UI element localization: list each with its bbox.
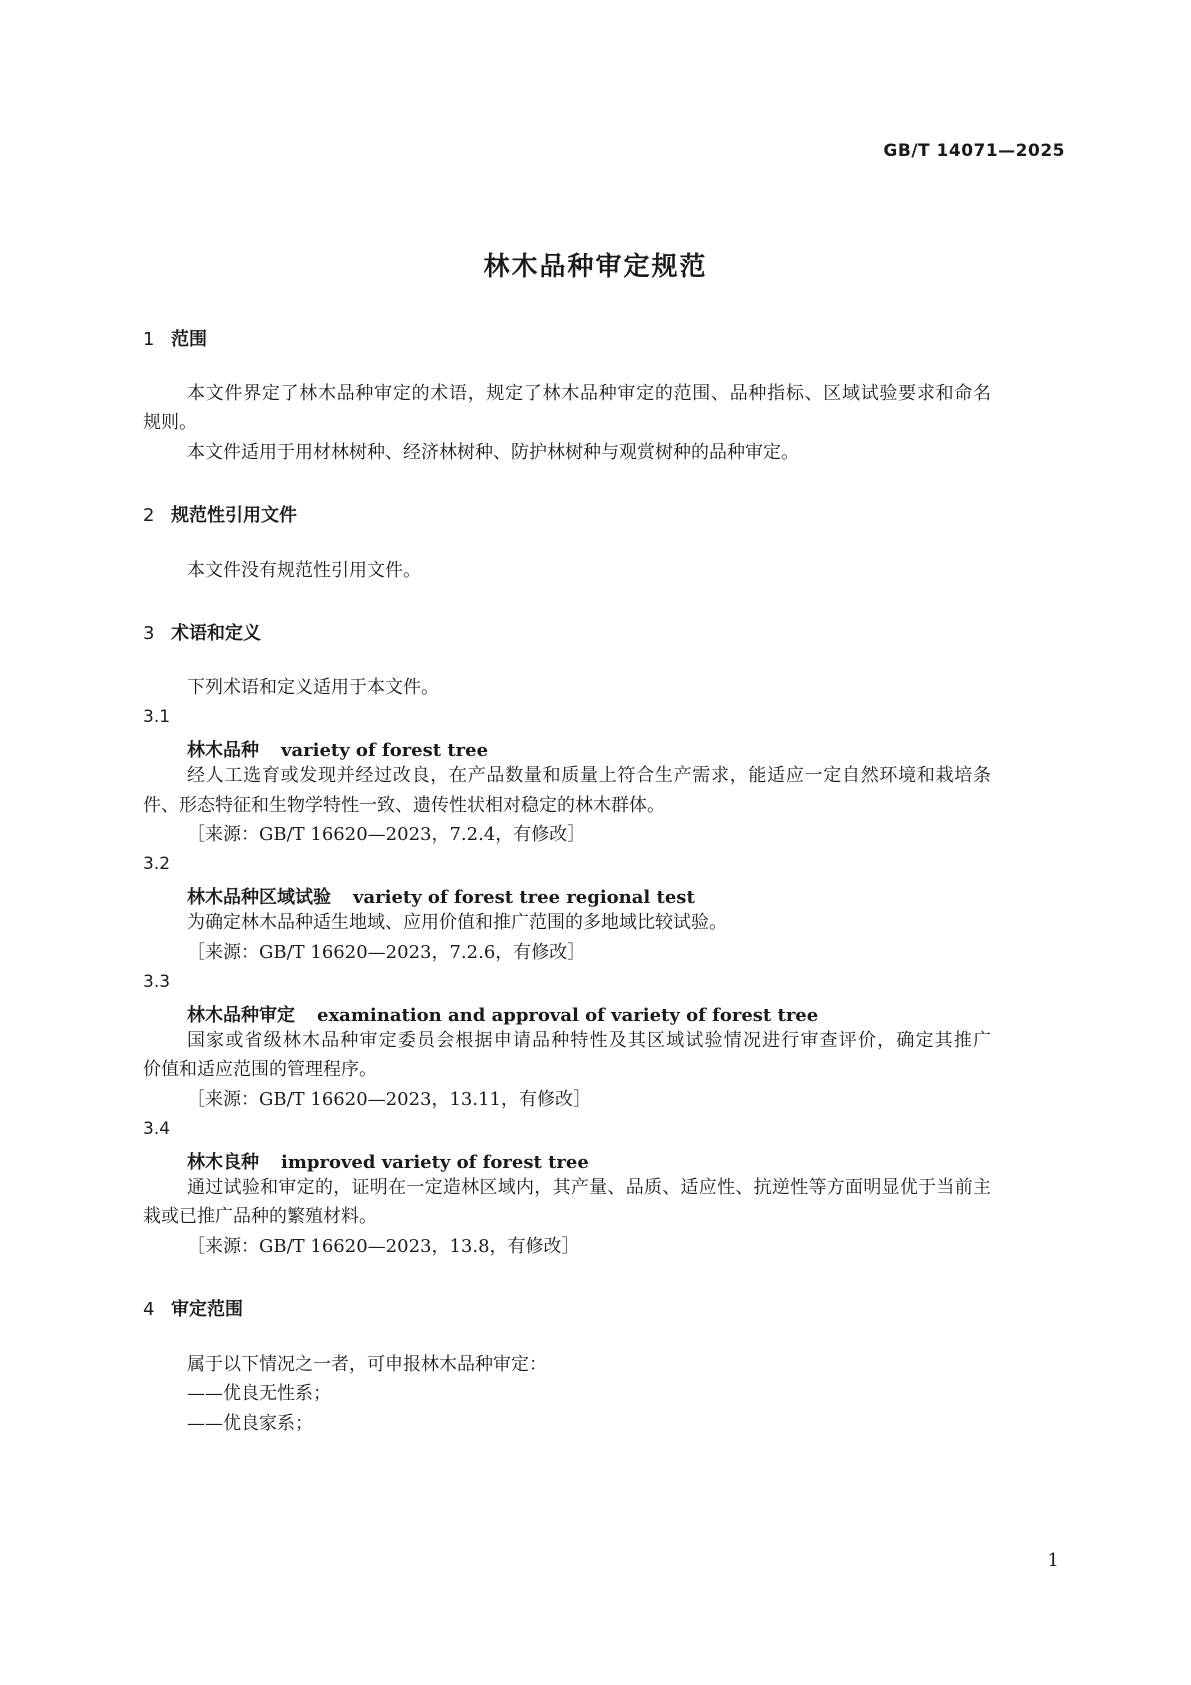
term-definition-line-2: 栽或已推广品种的繁殖材料。 [143,1206,377,1227]
list-item: ——优良家系； [187,1413,313,1434]
section-1-heading [143,325,207,351]
term-name-en: variety of forest tree regional test [353,887,695,908]
term-number: 3.2 [143,854,171,874]
term-name [187,883,695,909]
term-name-zh: 林木品种区域试验 [187,887,331,908]
term-definition-line-1: 为确定林木品种适生地域、应用价值和推广范围的多地域比较试验。 [187,912,727,933]
section-2-heading [143,501,297,527]
list-item: ——优良无性系； [187,1383,331,1404]
term-name [187,1001,818,1027]
page-number: 1 [1047,1550,1059,1571]
section-1-paragraph-2: 本文件适用于用材林树种、经济林树种、防护林树种与观赏树种的品种审定。 [187,442,799,463]
term-number: 3.4 [143,1119,171,1139]
section-3-intro: 下列术语和定义适用于本文件。 [187,677,439,698]
section-1-paragraph-1-line-2: 规则。 [143,412,197,433]
section-2-paragraph: 本文件没有规范性引用文件。 [187,560,421,581]
term-source: ［来源：GB/T 16620—2023，13.11，有修改］ [187,1089,591,1110]
term-name-en: examination and approval of variety of forest tree [317,1005,819,1026]
section-4-heading [143,1295,243,1321]
term-name-en: improved variety of forest tree [281,1152,589,1173]
term-definition-line-1: 通过试验和审定的，证明在一定造林区域内，其产量、品质、适应性、抗逆性等方面明显优于当前主 [187,1177,991,1198]
section-4-number: 4 [143,1299,155,1320]
term-number: 3.3 [143,972,171,992]
term-name-en: variety of forest tree [281,740,489,761]
section-1-number: 1 [143,329,155,350]
section-3-number: 3 [143,623,155,644]
term-source: ［来源：GB/T 16620—2023，13.8，有修改］ [187,1236,580,1257]
term-name-zh: 林木良种 [187,1152,259,1173]
section-4-intro: 属于以下情况之一者，可申报林木品种审定： [187,1354,547,1375]
section-3-heading [143,619,261,645]
term-definition-line-2: 件、形态特征和生物学特性一致、遗传性状相对稳定的林木群体。 [143,795,665,816]
term-source: ［来源：GB/T 16620—2023，7.2.6，有修改］ [187,942,586,963]
term-definition-line-1: 国家或省级林木品种审定委员会根据申请品种特性及其区域试验情况进行审查评价，确定其推广 [187,1030,991,1051]
term-name [187,736,488,762]
section-2-number: 2 [143,505,155,526]
term-name [187,1148,589,1174]
term-name-zh: 林木品种审定 [187,1005,295,1026]
term-definition-line-2: 价值和适应范围的管理程序。 [143,1059,377,1080]
section-1-paragraph-1-line-1: 本文件界定了林木品种审定的术语，规定了林木品种审定的范围、品种指标、区域试验要求和命名 [187,383,991,404]
section-4-title: 审定范围 [171,1299,243,1320]
section-3-title: 术语和定义 [171,623,261,644]
term-name-zh: 林木品种 [187,740,259,761]
standard-code: GB/T 14071—2025 [883,141,1065,161]
term-definition-line-1: 经人工选育或发现并经过改良，在产品数量和质量上符合生产需求，能适应一定自然环境和栽培条 [187,765,991,786]
section-1-title: 范围 [171,329,207,350]
term-source: ［来源：GB/T 16620—2023，7.2.4，有修改］ [187,824,586,845]
document-title: 林木品种审定规范 [483,252,708,282]
term-number: 3.1 [143,707,171,727]
section-2-title: 规范性引用文件 [171,505,297,526]
